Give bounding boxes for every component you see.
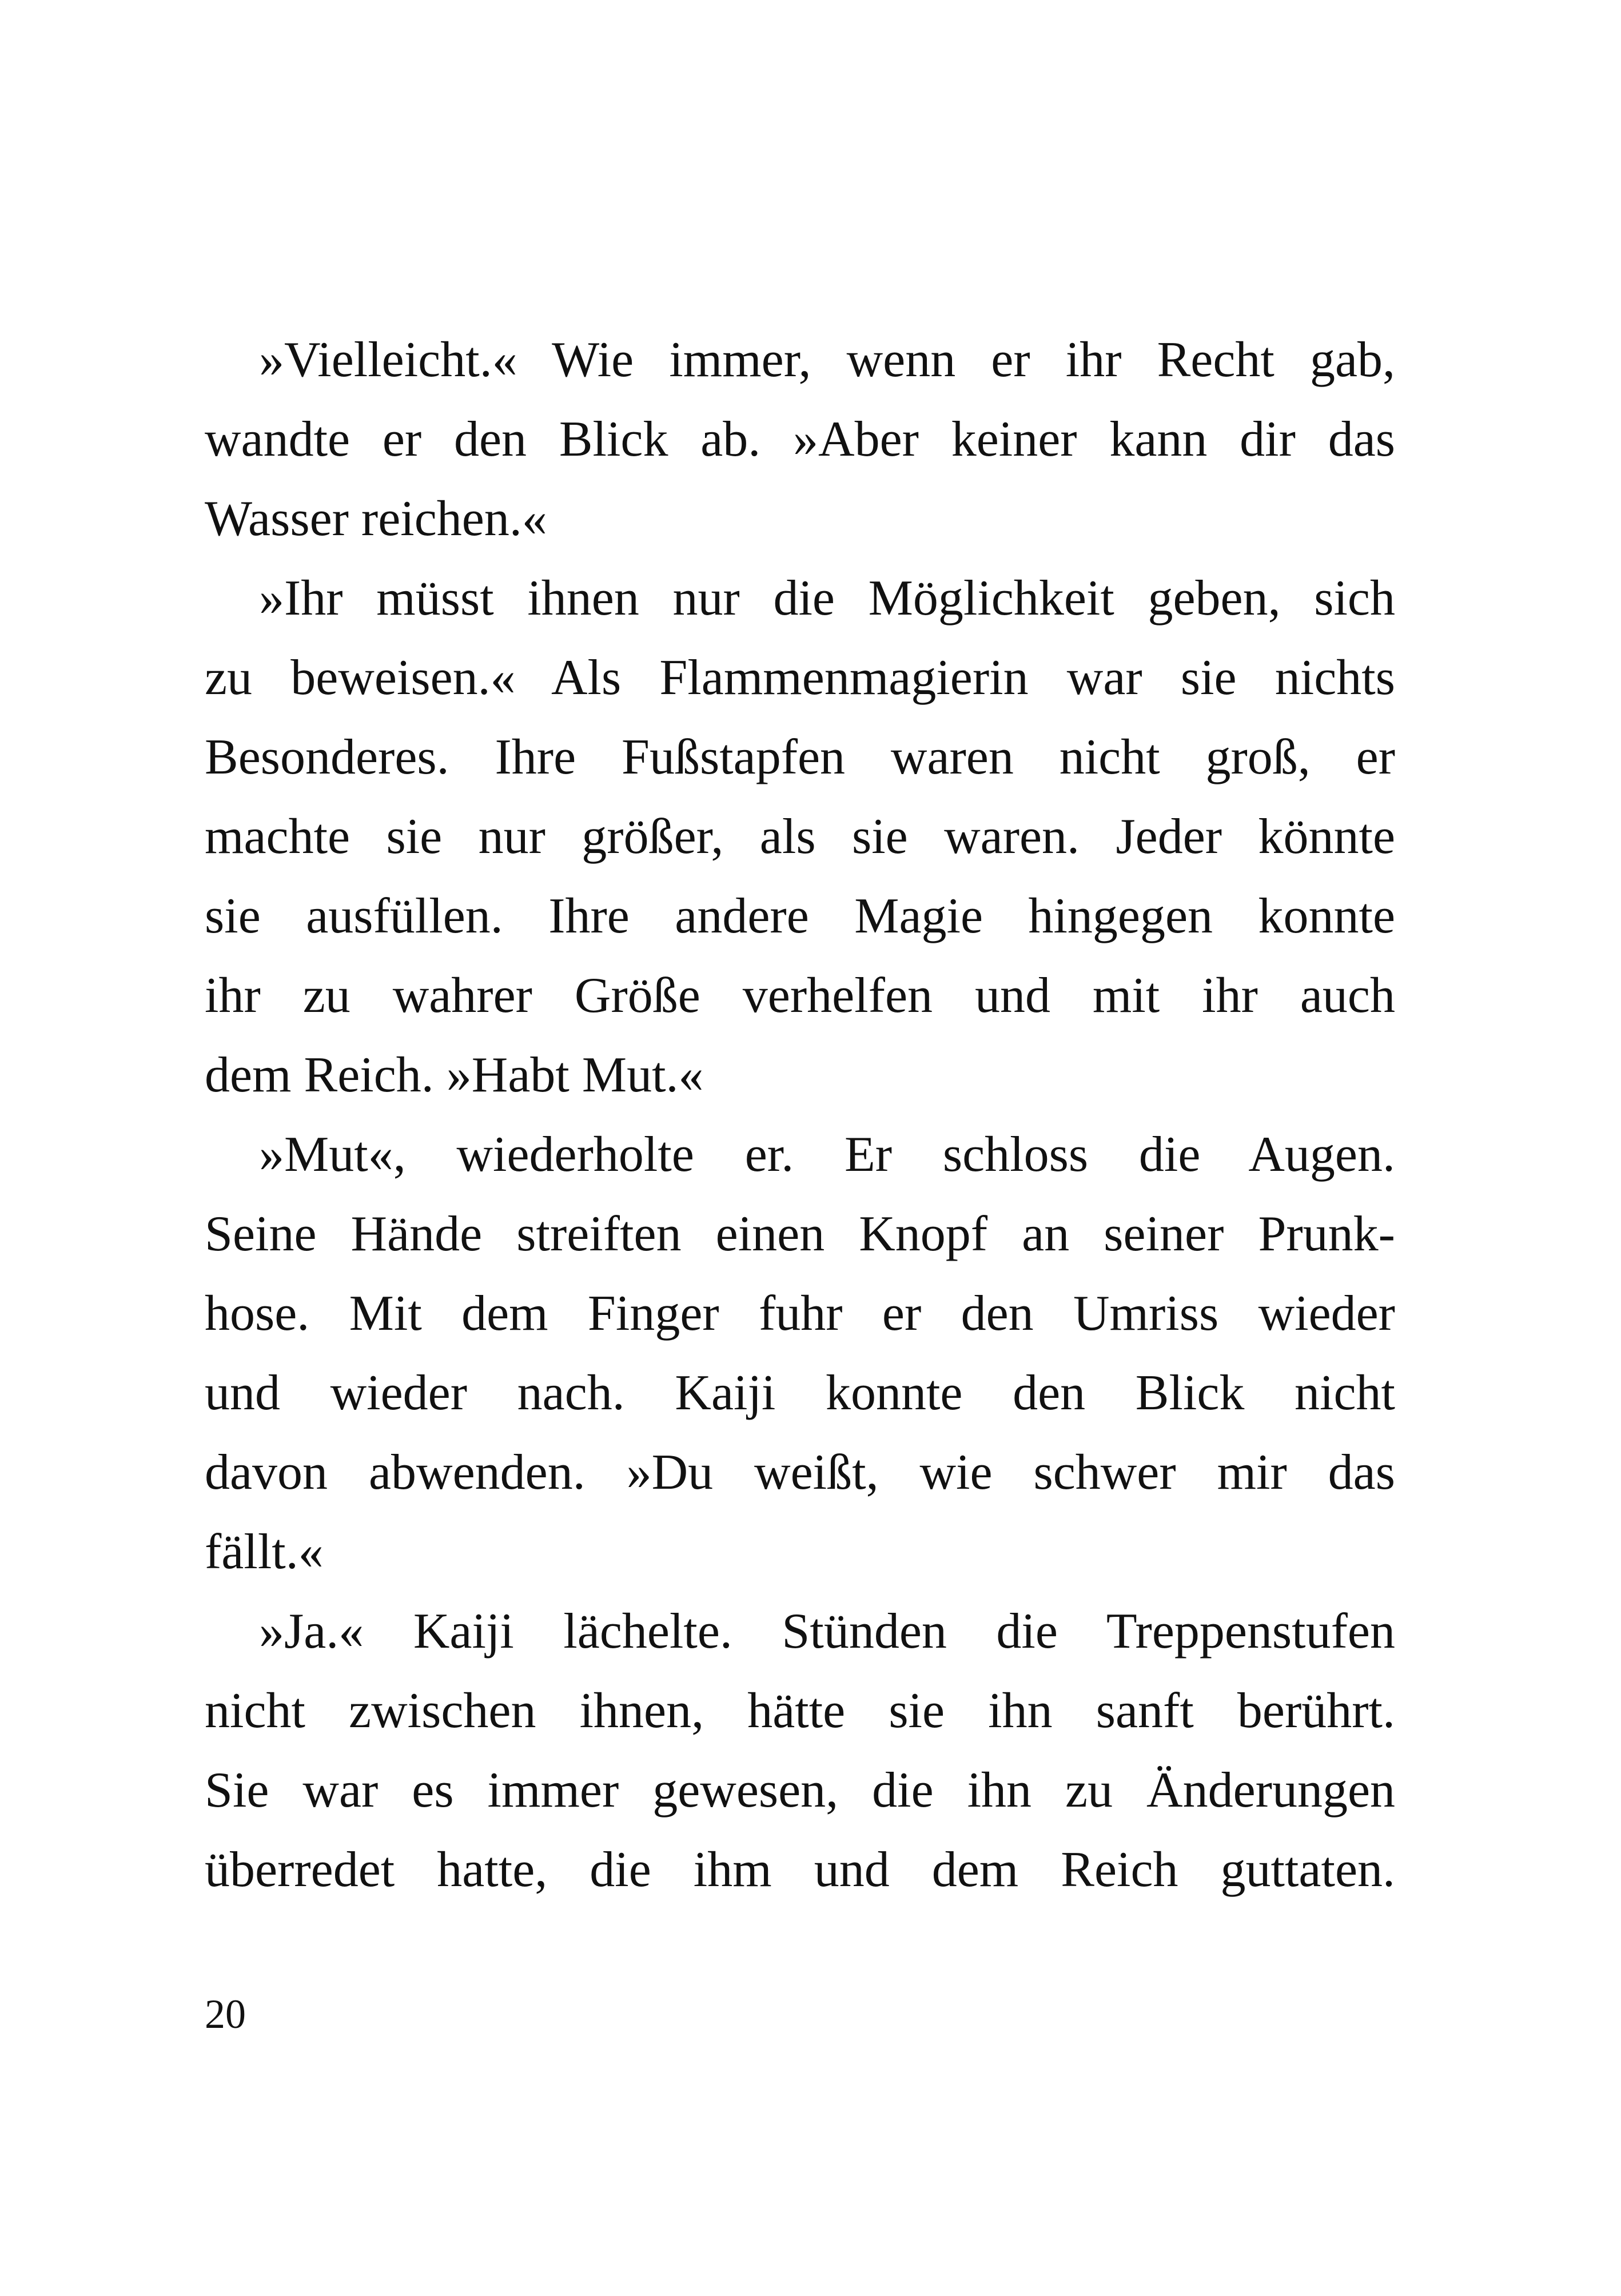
paragraph <box>205 1592 1395 1910</box>
text-line: »Ja.« Kaiji lächelte. Stünden die Treppenstufen <box>259 1604 1395 1659</box>
text-line: überredet hatte, die ihm und dem Reich guttaten. <box>205 1842 1395 1898</box>
text-line: »Ihr müsst ihnen nur die Möglichkeit geben, sich <box>259 571 1395 626</box>
text-line: Sie war es immer gewesen, die ihn zu Änderungen <box>205 1763 1395 1818</box>
text-line: Seine Hände streiften einen Knopf an seiner Prunk- <box>205 1206 1395 1262</box>
text-line: machte sie nur größer, als sie waren. Jeder könnte <box>205 809 1395 864</box>
text-line: »Vielleicht.« Wie immer, wenn er ihr Recht gab, <box>259 332 1395 388</box>
text-line: wandte er den Blick ab. »Aber keiner kann dir das <box>205 412 1395 467</box>
text-line: nicht zwischen ihnen, hätte sie ihn sanft berührt. <box>205 1683 1395 1739</box>
text-line: hose. Mit dem Finger fuhr er den Umriss wieder <box>205 1286 1395 1341</box>
text-line: ihr zu wahrer Größe verhelfen und mit ihr auch <box>205 968 1395 1023</box>
page-number: 20 <box>205 1991 246 2037</box>
body-text <box>205 320 1395 1910</box>
text-line: sie ausfüllen. Ihre andere Magie hingegen konnte <box>205 888 1395 944</box>
text-line: Besonderes. Ihre Fußstapfen waren nicht groß, er <box>205 730 1395 785</box>
text-line: davon abwenden. »Du weißt, wie schwer mir das <box>205 1445 1395 1500</box>
text-line: dem Reich. »Habt Mut.« <box>205 1047 704 1103</box>
paragraph <box>205 1115 1395 1592</box>
paragraph <box>205 320 1395 559</box>
text-line: zu beweisen.« Als Flammenmagierin war sie nichts <box>205 650 1395 705</box>
text-line: und wieder nach. Kaiji konnte den Blick nicht <box>205 1365 1395 1421</box>
paragraph <box>205 559 1395 1115</box>
text-line: Wasser reichen.« <box>205 491 547 547</box>
text-line: »Mut«, wiederholte er. Er schloss die Augen. <box>259 1127 1395 1182</box>
text-line: fällt.« <box>205 1524 324 1580</box>
